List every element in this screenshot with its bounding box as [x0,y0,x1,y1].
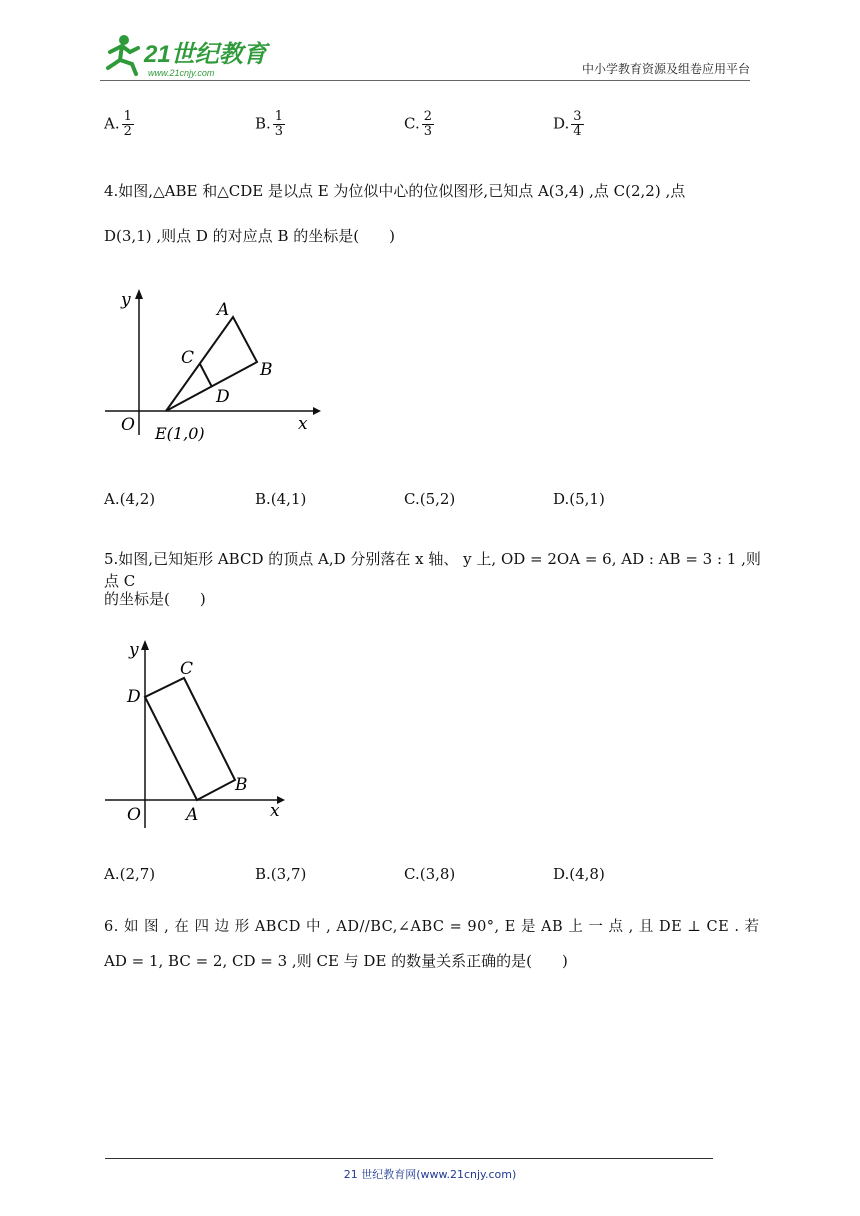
q3-option-b [255,110,285,139]
runner-icon [108,35,138,74]
q5-option-a: A.(2,7) [104,865,156,883]
q4-option-c: C.(5,2) [404,490,456,508]
option-label: A. [104,114,120,133]
q4-option-d: D.(5,1) [553,490,605,508]
segment-cd [200,364,212,387]
origin-label: O [121,415,135,435]
x-axis-label: x [270,801,280,821]
point-c-label: C [180,659,194,679]
footer-text[interactable]: 21 世纪教育网(www.21cnjy.com) [343,1168,517,1181]
fraction [273,110,285,139]
point-c-label: C [181,348,195,368]
x-axis-arrow [313,407,321,415]
q4-figure [105,285,325,445]
numerator: 2 [423,109,432,124]
q3-option-c [404,110,434,139]
logo-text: 21世纪教育 [144,41,267,68]
q5-stem-line1: 5.如图,已知矩形 ABCD 的顶点 A,D 分别落在 x 轴、 y 上, OD = 2OA = 6, AD : AB = 3 : 1 ,则点 C [104,550,761,590]
origin-label: O [127,805,141,825]
q5-figure [105,630,295,830]
footer-divider [105,1158,713,1159]
q6-stem-line2: AD = 1, BC = 2, CD = 3 ,则 CE 与 DE 的数量关系正确的是( ) [104,952,568,970]
point-a-label: A [186,805,199,825]
point-d-label: D [127,687,141,707]
triangle-abe [166,317,257,411]
fraction [422,110,434,139]
q5-option-b: B.(3,7) [255,865,307,883]
header-slogan: 中小学教育资源及组卷应用平台 [581,62,750,76]
point-d-label: D [216,387,230,407]
point-e-label: E(1,0) [155,424,205,443]
point-b-label: B [235,775,248,795]
denominator: 3 [423,124,432,139]
numerator: 3 [573,109,582,124]
q5-option-d: D.(4,8) [553,865,605,883]
numerator: 1 [274,109,284,124]
q4-stem-line1: 4.如图,△ABE 和△CDE 是以点 E 为位似中心的位似图形,已知点 A(3,4) ,点 C(2,2) ,点 [104,182,686,200]
q4-option-b: B.(4,1) [255,490,307,508]
header-divider [100,80,750,81]
option-label: B. [255,114,271,133]
point-a-label: A [217,300,230,320]
q4-stem-line2: D(3,1) ,则点 D 的对应点 B 的坐标是( ) [104,227,395,245]
fraction [571,110,583,139]
x-axis-label: x [298,414,308,434]
denominator: 4 [573,124,582,139]
q5-option-c: C.(3,8) [404,865,456,883]
y-axis-label: y [121,290,131,310]
denominator: 3 [274,124,284,139]
option-label: D. [553,114,570,133]
q4-option-a: A.(4,2) [104,490,156,508]
site-logo [100,30,270,80]
q6-stem-line1: 6. 如 图 , 在 四 边 形 ABCD 中 , AD//BC,∠ABC = 90°, E 是 AB 上 一 点 , 且 DE ⊥ CE . 若 [104,919,760,935]
fraction [122,110,134,139]
y-axis-arrow [141,640,149,650]
q5-stem-line2: 的坐标是( ) [104,590,206,608]
y-axis-arrow [135,289,143,299]
y-axis-label: y [129,640,139,660]
point-b-label: B [260,360,273,380]
logo-url-text: www.21cnjy.com [148,68,215,78]
option-label: C. [404,114,420,133]
denominator: 2 [123,124,132,139]
rectangle-abcd [145,678,235,800]
q3-option-d [553,110,584,139]
q3-option-a [104,110,134,139]
numerator: 1 [123,109,132,124]
